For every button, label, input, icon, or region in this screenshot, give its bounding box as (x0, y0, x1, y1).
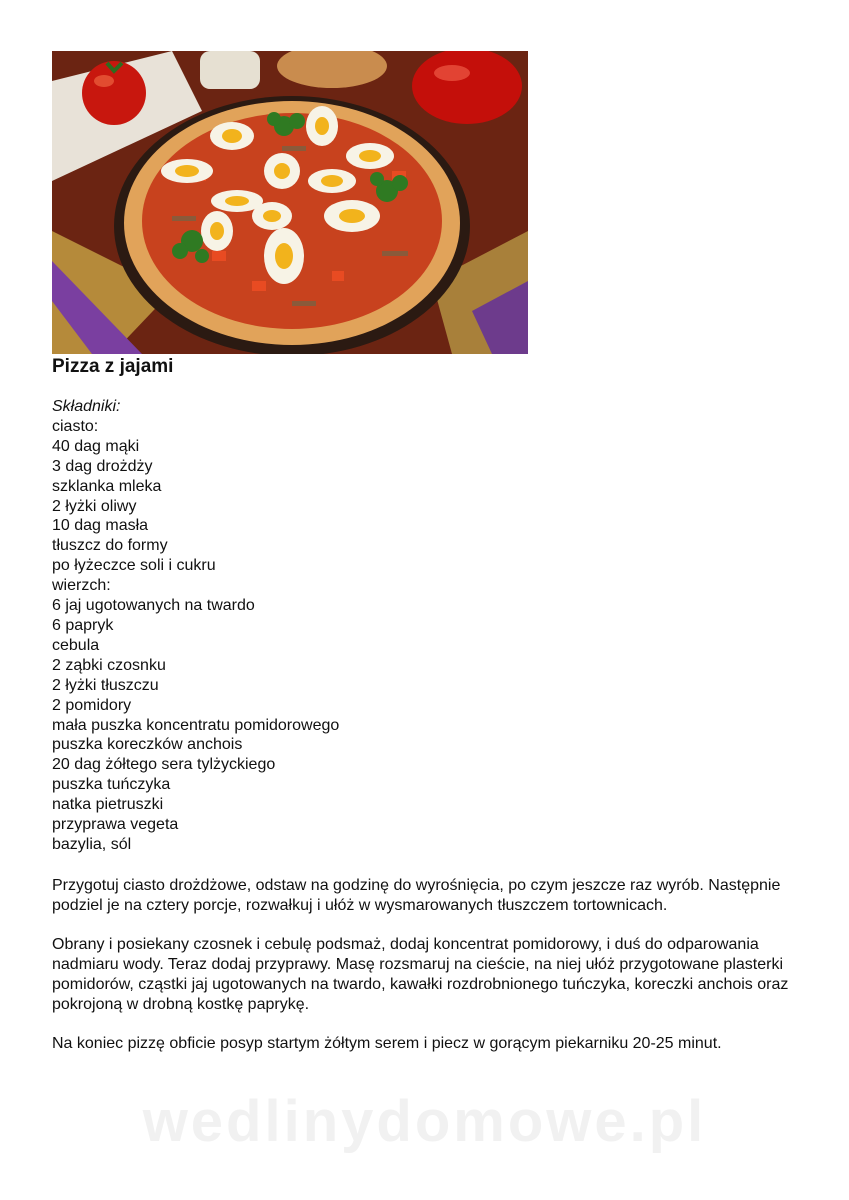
ingredient-item: 2 pomidory (52, 696, 132, 714)
ingredient-item: 2 łyżki oliwy (52, 497, 137, 515)
ingredient-item: 6 papryk (52, 616, 114, 634)
preparation-steps (52, 876, 812, 1073)
ingredient-item: przyprawa vegeta (52, 816, 179, 834)
step-paragraph: Obrany i posiekany czosnek i cebulę podsmaż, dodaj koncentrat pomidorowy, i duś do odparowania nadmiaru wody. Teraz dodaj przyprawy. Masę rozsmaruj na cieście, na niej ułóż przygotowane plasterki pomidorów, cząstki jaj ugotowanych na twardo, kawałki rozdrobnionego tuńczyka, koreczki anchois oraz pokrojoną w drobną kostkę paprykę. (52, 936, 789, 1013)
ingredient-item: bazylia, sól (52, 835, 132, 853)
ingredient-item: natka pietruszki (52, 796, 164, 814)
ingredient-item: 20 dag żółtego sera tylżyckiego (52, 756, 276, 774)
ingredient-item: puszka koreczków anchois (52, 736, 243, 754)
ingredient-item: 2 łyżki tłuszczu (52, 676, 159, 694)
ingredient-item: cebula (52, 636, 100, 654)
ingredient-item: po łyżeczce soli i cukru (52, 557, 216, 575)
ingredient-item: wierzch: (52, 577, 111, 595)
watermark: wedlinydomowe.pl (142, 1089, 707, 1154)
ingredient-item: 10 dag masła (52, 517, 149, 535)
recipe-photo (52, 51, 528, 354)
ingredient-item: puszka tuńczyka (52, 776, 171, 794)
ingredient-item: 40 dag mąki (52, 437, 140, 455)
ingredient-item: 6 jaj ugotowanych na twardo (52, 597, 255, 615)
ingredients-heading: Składniki: (52, 398, 121, 415)
ingredient-item: mała puszka koncentratu pomidorowego (52, 716, 340, 734)
step-paragraph: Na koniec pizzę obficie posyp startym żółtym serem i piecz w gorącym piekarniku 20-25 minut. (52, 1035, 722, 1052)
pizza-illustration (52, 51, 528, 354)
ingredients-list (52, 397, 339, 855)
page-title: Pizza z jajami (52, 356, 174, 377)
step-paragraph: Przygotuj ciasto drożdżowe, odstaw na godzinę do wyrośnięcia, po czym jeszcze raz wyrób. Następnie podziel je na cztery porcje, rozwałkuj i ułóż w wysmarowanych tłuszczem tortownicach. (52, 877, 781, 914)
ingredient-item: ciasto: (52, 417, 99, 435)
ingredient-item: tłuszcz do formy (52, 537, 168, 555)
ingredient-item: 2 ząbki czosnku (52, 656, 166, 674)
ingredient-item: 3 dag drożdży (52, 457, 153, 475)
ingredient-item: szklanka mleka (52, 477, 162, 495)
